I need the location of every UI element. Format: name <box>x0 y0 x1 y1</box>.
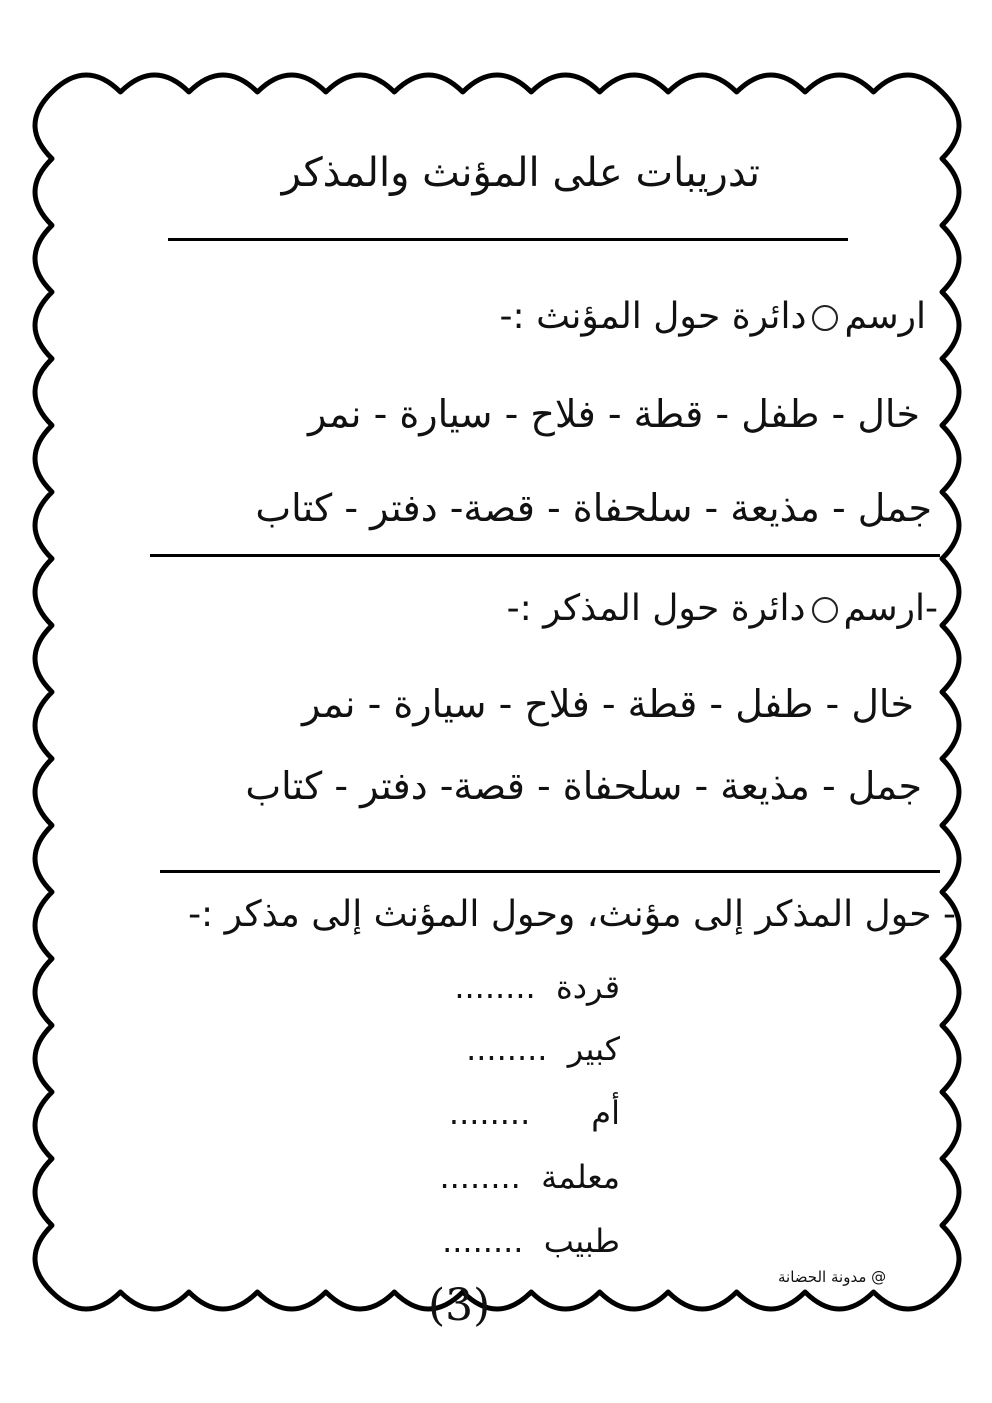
exercise-item-2 <box>466 1030 620 1068</box>
answer-blank[interactable]: ........ <box>448 1094 531 1132</box>
section1-divider <box>150 554 940 557</box>
instruction-text: دائرة حول المذكر :- <box>506 588 806 629</box>
section1-words-line2: جمل - مذيعة - سلحفاة - قصة- دفتر - كتاب <box>255 486 932 530</box>
section2-words-line2: جمل - مذيعة - سلحفاة - قصة- دفتر - كتاب <box>245 764 922 808</box>
exercise-word: قردة <box>556 968 620 1006</box>
exercise-word: طبيب <box>543 1222 620 1260</box>
empty-circle-icon <box>812 305 838 331</box>
answer-blank[interactable]: ........ <box>442 1222 524 1260</box>
instruction-draw-label: ارسم <box>844 296 926 337</box>
exercise-item-3 <box>449 1094 620 1132</box>
page-title: تدريبات على المؤنث والمذكر <box>281 150 760 196</box>
empty-circle-icon <box>812 597 838 623</box>
answer-blank[interactable]: ........ <box>439 1158 521 1196</box>
answer-blank[interactable]: ........ <box>454 968 536 1006</box>
page-number: (3) <box>428 1280 491 1331</box>
exercise-word: كبير <box>567 1030 620 1068</box>
section2-words-line1: خال - طفل - قطة - فلاح - سيارة - نمر <box>301 682 914 726</box>
instruction-draw-label: -ارسم <box>843 588 938 629</box>
exercise-word: معلمة <box>541 1158 620 1196</box>
exercise-word: أم <box>591 1094 620 1132</box>
instruction-text: دائرة حول المؤنث :- <box>499 296 807 337</box>
section3-instruction: - حول المذكر إلى مؤنث، وحول المؤنث إلى مذكر :- <box>188 894 956 935</box>
section2-instruction <box>507 588 938 629</box>
exercise-item-4 <box>439 1158 620 1196</box>
exercise-item-5 <box>442 1222 620 1260</box>
exercise-item-1 <box>454 968 620 1006</box>
section2-divider <box>160 870 940 873</box>
answer-blank[interactable]: ........ <box>466 1030 548 1068</box>
title-underline <box>168 238 848 241</box>
section1-words-line1: خال - طفل - قطة - فلاح - سيارة - نمر <box>307 392 920 436</box>
section1-instruction <box>500 296 927 337</box>
blog-credit: @ مدونة الحضانة <box>778 1268 887 1286</box>
